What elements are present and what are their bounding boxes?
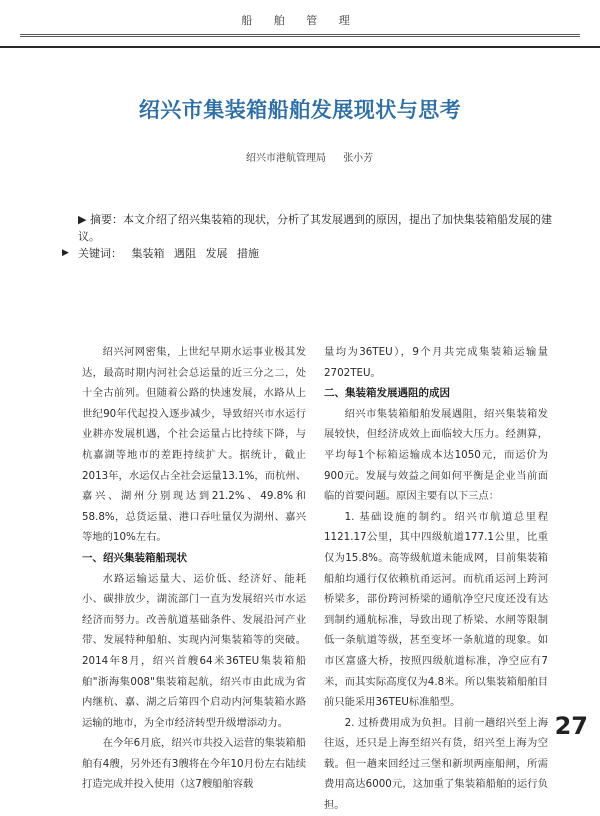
abstract [62, 211, 552, 245]
author-name: 张小芳 [343, 153, 374, 164]
left-column [82, 342, 306, 795]
abstract-text: ▶ 摘要：本文介绍了绍兴集装箱的现状，分析了其发展遇到的原因，提出了加快集装箱船发展的建议。 [78, 213, 552, 243]
paragraph: 绍兴市集装箱船舶发展遇阻，绍兴集装箱发展较快，但经济成效上面临较大压力。经测算，平均每1个标箱运输成本达1050元，而运价为900元。发展与效益之间如何平衡是企业当前面临的首要问题。原因主要有以下三点： [324, 407, 548, 503]
header-rule [20, 34, 580, 37]
abstract-block [62, 211, 552, 262]
page-number: 27 [554, 712, 588, 740]
paragraph: 2. 过桥费用成为负担。目前一趟绍兴至上海往返，还只是上海至绍兴有货，绍兴至上海为空载。但一趟来回经过三堡和新坝两座船闸，所需费用高达6000元，这加重了集装箱船舶的运行负担。 [324, 716, 548, 812]
paragraph: 量均为36TEU），9个月共完成集装箱运输量2702TEU。 [324, 346, 548, 379]
paragraph: 在今年6月底，绍兴市共投入运营的集装箱船舶有4艘，另外还有3艘将在今年10月份左右陆续打造完成并投入使用（这7艘船舶容载 [82, 737, 306, 791]
section-heading: 二、集装箱发展遇阻的成因 [324, 387, 450, 400]
paragraph: 绍兴河网密集，上世纪早期水运事业极其发达，最高时期内河社会总运量的近三分之二，处十全古前列。但随着公路的快速发展，水路从上世纪90年代起投入逐步减少，导致绍兴市水运行业耕亦发展机遇，个社会运量占比持续下降，与杭嘉湖等地市的差距持续扩大。据统计，截止2013年，水运仅占全社会运量13.1%，而杭州、嘉兴、湖州分别现达到21.2%、49.8%和58.8%，总货运量、港口吞吐量仅为湖州、嘉兴等地的10%左右。 [82, 346, 306, 544]
author-affiliation: 绍兴市港航管理局 [246, 153, 326, 164]
article-title: 绍兴市集装箱船舶发展现状与思考 [138, 98, 462, 122]
keyword: 集装箱 [131, 247, 165, 260]
bullet-triangle-icon: ▶ [62, 248, 69, 258]
running-head: 船 舶 管 理 [241, 14, 359, 27]
right-column [324, 342, 548, 816]
keyword: 措施 [237, 247, 259, 260]
page-header [0, 0, 600, 48]
byline [246, 149, 387, 164]
keyword: 发展 [205, 247, 228, 260]
keywords-label: 关键词： [78, 247, 122, 260]
paragraph: 水路运输运量大、运价低、经济好、能耗小、碳排放少，湖流部门一直为发展绍兴市水运经济而努力。改善航道基础条件、发展沿河产业带、发展特种船舶、实现内河集装箱等的突破。2014年8月，绍兴首艘64米36TEU集装箱船舶"浙海集008"集装箱起航，绍兴市由此成为省内继杭、嘉、湖之后第四个启动内河集装箱水路运输的地市，为全市经济转型升级增添动力。 [82, 572, 306, 729]
keyword: 遇阻 [174, 247, 196, 260]
paragraph: 1. 基础设施的制约。绍兴市航道总里程1121.17公里，其中四级航道177.1公里，比重仅为15.8%。高等级航道未能成网，目前集装箱船舶均通行仅依赖杭甬运河。而杭甬运河上跨河桥梁多，部份跨河桥梁的通航净空尺度还没有达到制约通航标准，导致出现了桥梁、水闸等限制低一条航道等级，甚至变坏一条航道的现象。如市区富盛大桥，按照四级航道标准，净空应有7米，而其实际高度仅为4.8米。所以集装箱船舶目前只能采用36TEU标准船型。 [324, 510, 548, 709]
section-heading: 一、绍兴集装箱船现状 [82, 551, 187, 564]
keywords [62, 245, 552, 262]
